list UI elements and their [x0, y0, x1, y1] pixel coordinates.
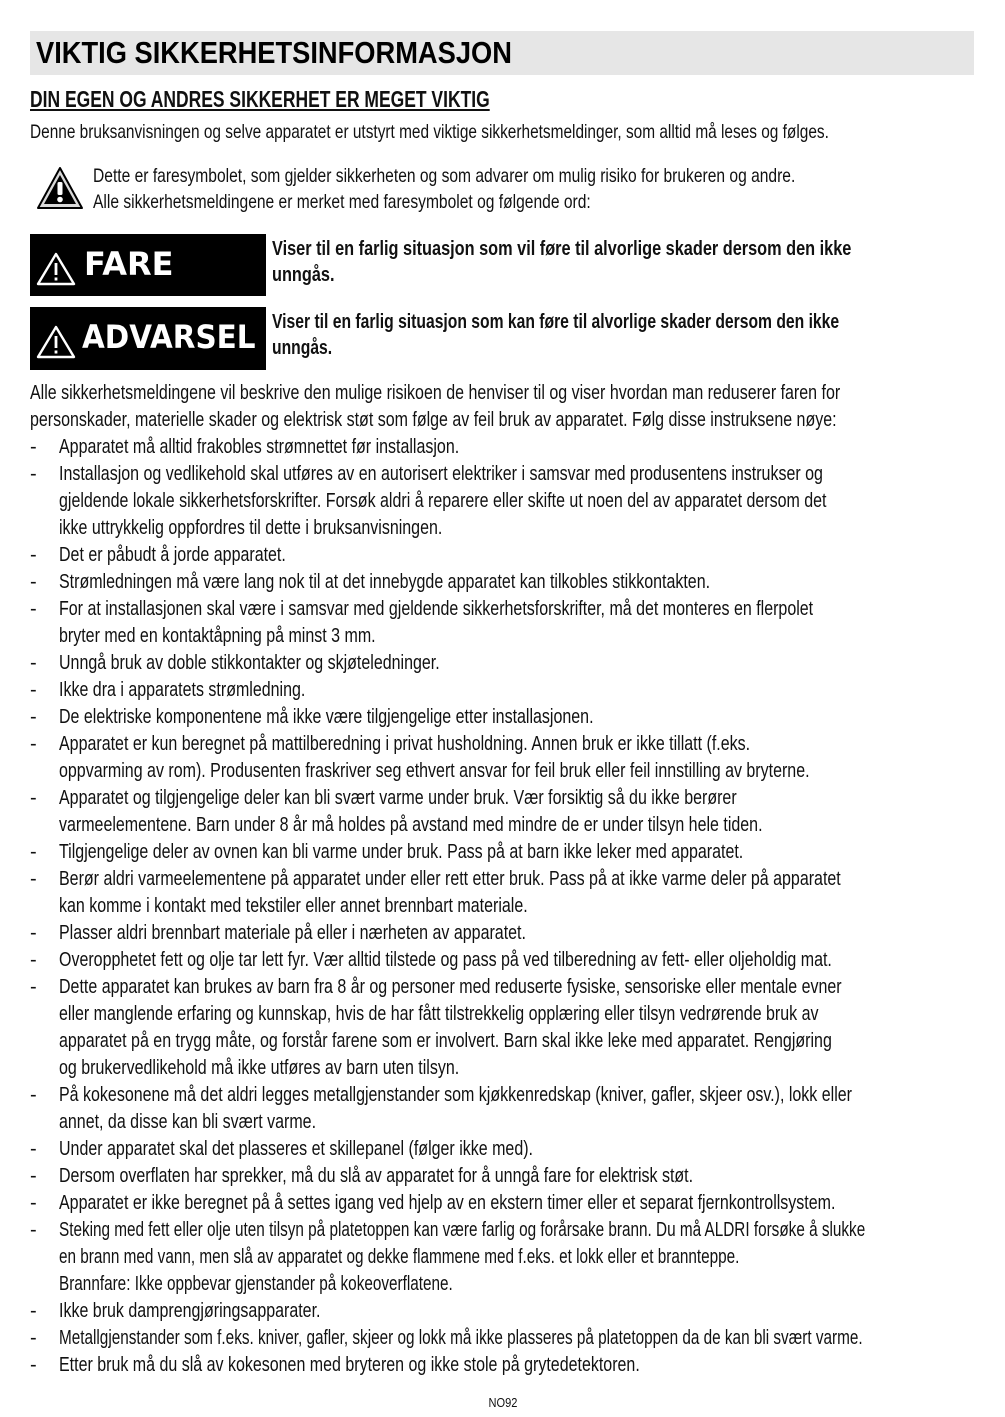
advarsel-description [272, 309, 1005, 361]
list-item-line: Steking med fett eller olje uten tilsyn på platetoppen kan være farlig og forårsake brann. Du må ALDRI forsøke å slukke [59, 1219, 866, 1241]
list-dash: - [30, 1084, 37, 1106]
list-item [30, 596, 1005, 650]
list-item [30, 704, 1005, 731]
list-dash: - [30, 679, 37, 701]
page-code: NO92 [488, 1395, 517, 1410]
list-dash: - [30, 949, 37, 971]
list-item-line: Apparatet må alltid frakobles strømnettet før installasjon. [59, 436, 460, 458]
list-item-line: Ikke dra i apparatets strømledning. [59, 679, 306, 701]
list-item-line: Apparatet er ikke beregnet på å settes igang ved hjelp av en ekstern timer eller et separat fjernkontrollsystem. [59, 1192, 836, 1214]
list-item-line: Under apparatet skal det plasseres et skillepanel (følger ikke med). [59, 1138, 533, 1160]
list-item-line: Dette apparatet kan brukes av barn fra 8 år og personer med reduserte fysiske, sensoriske eller mentale evner [59, 976, 842, 998]
list-item [30, 1190, 1005, 1217]
list-item-line: annet, da disse kan bli svært varme. [59, 1111, 317, 1133]
fare-word: FARE [84, 245, 174, 283]
warning-triangle-icon [36, 252, 76, 286]
list-item-line: Strømledningen må være lang nok til at det innebygde apparatet kan tilkobles stikkontakten. [59, 571, 711, 593]
list-dash: - [30, 544, 37, 566]
list-item-line: Unngå bruk av doble stikkontakter og skjøteledninger. [59, 652, 440, 674]
list-item-line: apparatet på en trygg måte, og forstår farene som er involvert. Barn skal ikke leke med apparatet. Rengjøring [59, 1030, 832, 1052]
list-dash: - [30, 1165, 37, 1187]
list-item-line: kan komme i kontakt med tekstiler eller annet brennbart materiale. [59, 895, 528, 917]
advarsel-label-box [30, 307, 266, 370]
intro-paragraph [30, 121, 1005, 144]
list-item [30, 650, 1005, 677]
list-item [30, 731, 1005, 785]
list-item [30, 920, 1005, 947]
body-line: Alle sikkerhetsmeldingene vil beskrive den mulige risikoen de henviser til og viser hvordan man reduserer faren for [30, 382, 841, 404]
list-item [30, 434, 1005, 461]
list-dash: - [30, 922, 37, 944]
hazard-intro-line: Alle sikkerhetsmeldingene er merket med faresymbolet og følgende ord: [93, 191, 591, 213]
body-line: personskader, materielle skader og elektrisk støt som følge av feil bruk av apparatet. Følg disse instruksene nøye: [30, 409, 837, 431]
list-item-line: Ikke bruk damprengjøringsapparater. [59, 1300, 321, 1322]
fare-label-box [30, 234, 266, 296]
hazard-intro-line: Dette er faresymbolet, som gjelder sikkerheten og som advarer om mulig risiko for brukeren og andre. [93, 165, 796, 187]
safety-instructions-list [30, 434, 1005, 1379]
list-item [30, 839, 1005, 866]
list-dash: - [30, 598, 37, 620]
list-item [30, 1298, 1005, 1325]
list-item [30, 785, 1005, 839]
list-dash: - [30, 571, 37, 593]
list-item [30, 461, 1005, 542]
list-dash: - [30, 652, 37, 674]
list-item-line: Apparatet og tilgjengelige deler kan bli svært varme under bruk. Vær forsiktig så du ikke berører [59, 787, 737, 809]
list-item-line: Etter bruk må du slå av kokesonen med bryteren og ikke stole på grytedetektoren. [59, 1354, 640, 1376]
list-dash: - [30, 976, 37, 998]
list-item-line: De elektriske komponentene må ikke være tilgjengelige etter installasjonen. [59, 706, 594, 728]
list-dash: - [30, 1219, 37, 1241]
list-item-line: Plasser aldri brennbart materiale på eller i nærheten av apparatet. [59, 922, 526, 944]
list-item-line: Brannfare: Ikke oppbevar gjenstander på kokeoverflatene. [59, 1273, 453, 1295]
page-footer [0, 1395, 1005, 1410]
list-item-line: Berør aldri varmeelementene på apparatet under eller rett etter bruk. Pass på at ikke varme deler på apparatet [59, 868, 841, 890]
list-dash: - [30, 1327, 37, 1349]
list-item-line: Installasjon og vedlikehold skal utføres av en autorisert elektriker i samsvar med produsentens instrukser og [59, 463, 823, 485]
list-dash: - [30, 1138, 37, 1160]
list-item [30, 1352, 1005, 1379]
subtitle-text: DIN EGEN OG ANDRES SIKKERHET ER MEGET VIKTIG [30, 86, 490, 112]
list-item [30, 947, 1005, 974]
list-item [30, 542, 1005, 569]
list-item-line: Overopphetet fett og olje tar lett fyr. Vær alltid tilstede og pass på ved tilberedning av fett- eller oljeholdig mat. [59, 949, 832, 971]
list-item [30, 974, 1005, 1082]
list-item [30, 1082, 1005, 1136]
list-item-line: Apparatet er kun beregnet på mattilberedning i privat husholdning. Annen bruk er ikke tillatt (f.eks. [59, 733, 751, 755]
list-dash: - [30, 436, 37, 458]
body-paragraph [30, 380, 1005, 434]
list-dash: - [30, 1300, 37, 1322]
list-dash: - [30, 787, 37, 809]
list-dash: - [30, 463, 37, 485]
list-dash: - [30, 733, 37, 755]
list-item-line: oppvarming av rom). Produsenten fraskriver seg ethvert ansvar for feil bruk eller feil innstilling av bryterne. [59, 760, 810, 782]
fare-description [272, 236, 1001, 288]
list-item [30, 1136, 1005, 1163]
list-item-line: På kokesonene må det aldri legges metallgjenstander som kjøkkenredskap (kniver, gafler, skjeer osv.), lokk eller [59, 1084, 852, 1106]
list-item [30, 1163, 1005, 1190]
hazard-intro [93, 163, 971, 215]
list-dash: - [30, 1192, 37, 1214]
fare-desc-line: Viser til en farlig situasjon som vil føre til alvorlige skader dersom den ikke [272, 237, 852, 260]
list-item-line: Dersom overflaten har sprekker, må du slå av apparatet for å unngå fare for elektrisk støt. [59, 1165, 694, 1187]
list-item-line: Metallgjenstander som f.eks. kniver, gafler, skjeer og lokk må ikke plasseres på platetoppen da de kan bli svært varme. [59, 1327, 863, 1349]
list-item-line: bryter med en kontaktåpning på minst 3 mm. [59, 625, 376, 647]
list-dash: - [30, 868, 37, 890]
advarsel-desc-line: unngås. [272, 336, 333, 359]
section-subtitle [30, 86, 635, 113]
list-dash: - [30, 1354, 37, 1376]
advarsel-word: ADVARSEL [82, 318, 256, 356]
list-item-line: Det er påbudt å jorde apparatet. [59, 544, 286, 566]
list-item-line: Tilgjengelige deler av ovnen kan bli varme under bruk. Pass på at barn ikke leker med apparatet. [59, 841, 744, 863]
list-item [30, 866, 1005, 920]
advarsel-desc-line: Viser til en farlig situasjon som kan føre til alvorlige skader dersom den ikke [272, 310, 840, 333]
hazard-triangle-icon [36, 166, 84, 210]
list-item [30, 1325, 1005, 1352]
list-item-line: gjeldende lokale sikkerhetsforskrifter. Forsøk aldri å reparere eller skifte ut noen del av apparatet dersom det [59, 490, 827, 512]
list-item-line: For at installasjonen skal være i samsvar med gjeldende sikkerhetsforskrifter, må det monteres en flerpolet [59, 598, 814, 620]
page-title: VIKTIG SIKKERHETSINFORMASJON [36, 35, 512, 70]
list-item [30, 677, 1005, 704]
list-item-line: og brukervedlikehold må ikke utføres av barn uten tilsyn. [59, 1057, 460, 1079]
list-item [30, 569, 1005, 596]
list-item-line: varmeelementene. Barn under 8 år må holdes på avstand med mindre de er under tilsyn hele tiden. [59, 814, 763, 836]
list-item [30, 1217, 1005, 1298]
title-bar [30, 31, 974, 75]
fare-desc-line: unngås. [272, 263, 335, 286]
warning-triangle-icon [36, 325, 76, 359]
list-dash: - [30, 706, 37, 728]
list-dash: - [30, 841, 37, 863]
list-item-line: eller manglende erfaring og kunnskap, hvis de har fått tilstrekkelig opplæring eller tilsyn vedrørende bruk av [59, 1003, 819, 1025]
intro-text: Denne bruksanvisningen og selve apparatet er utstyrt med viktige sikkerhetsmeldinger, som alltid må leses og følges. [30, 121, 829, 143]
list-item-line: en brann med vann, men slå av apparatet og dekke flammene med f.eks. et lokk eller et brannteppe. [59, 1246, 740, 1268]
list-item-line: ikke uttrykkelig oppfordres til dette i bruksanvisningen. [59, 517, 443, 539]
